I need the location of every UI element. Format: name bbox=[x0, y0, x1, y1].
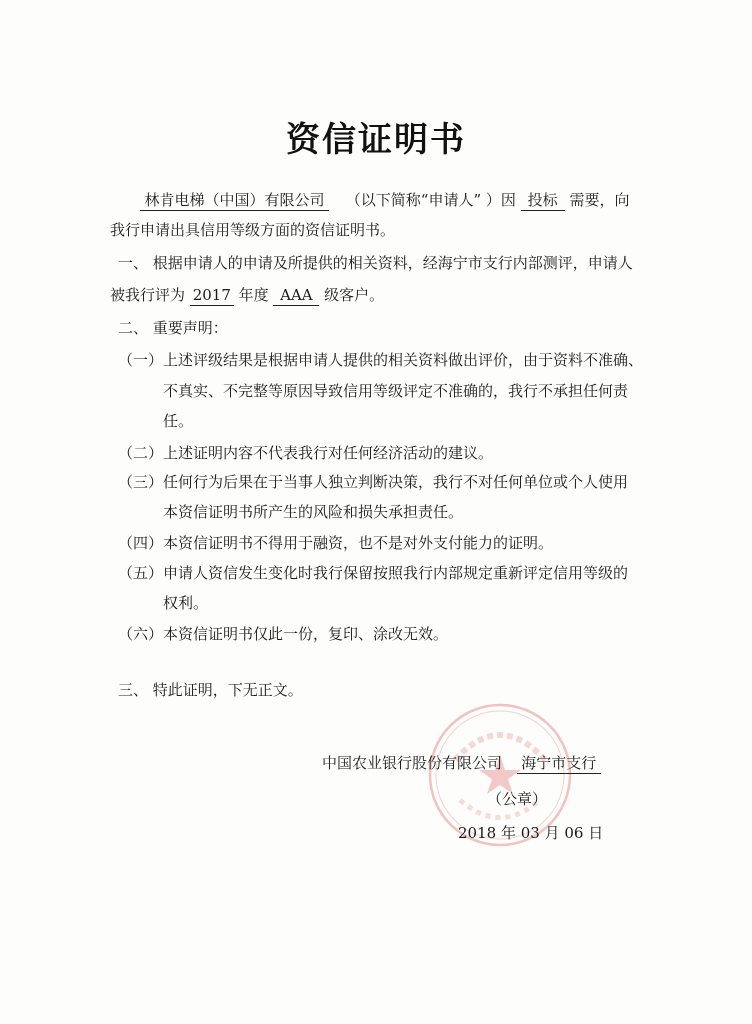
rating-grade: AAA bbox=[273, 285, 319, 306]
statement-marker: （六） bbox=[118, 625, 164, 643]
statement-line: 本资信证明书所产生的风险和损失承担责任。 bbox=[163, 503, 464, 521]
seal-label: （公章） bbox=[487, 790, 548, 808]
abbrev-text: （以下简称“申请人” ）因 bbox=[345, 191, 516, 209]
statement-line: 本资信证明书不得用于融资，也不是对外支付能力的证明。 bbox=[163, 534, 554, 552]
section3-line: 三、 特此证明，下无正文。 bbox=[118, 681, 303, 699]
statement-marker: （二） bbox=[118, 444, 164, 462]
statement-line: 上述证明内容不代表我行对任何经济活动的建议。 bbox=[163, 444, 494, 462]
statement-item-6 bbox=[118, 624, 448, 644]
section2-heading: 二、 重要声明： bbox=[118, 319, 228, 337]
bank-name: 中国农业银行股份有限公司 bbox=[322, 754, 503, 772]
document-title: 资信证明书 bbox=[286, 120, 466, 160]
intro-line-2: 我行申请出具信用等级方面的资信证明书。 bbox=[110, 221, 396, 239]
statement-line: 任何行为后果在于当事人独立判断决策，我行不对任何单位或个人使用 bbox=[163, 473, 629, 491]
statement-marker: （一） bbox=[118, 351, 164, 369]
statement-marker: （三） bbox=[118, 473, 164, 491]
statement-item-1 bbox=[118, 350, 643, 370]
signature-line bbox=[322, 753, 601, 774]
purpose-value: 投标 bbox=[521, 190, 565, 211]
statement-line: 申请人资信发生变化时我行保留按照我行内部规定重新评定信用等级的 bbox=[163, 564, 629, 582]
intro-line-1 bbox=[140, 190, 629, 211]
issue-date: 2018 年 03 月 06 日 bbox=[458, 824, 604, 842]
statement-line: 权利。 bbox=[163, 594, 209, 612]
statement-item-4 bbox=[118, 533, 553, 553]
statement-item-2 bbox=[118, 443, 493, 463]
statement-marker: （四） bbox=[118, 534, 164, 552]
section1-line-2 bbox=[110, 285, 384, 306]
rating-suffix: 级客户。 bbox=[324, 286, 385, 304]
branch-name: 海宁市支行 bbox=[517, 753, 601, 774]
applicant-name: 林肯电梯（中国）有限公司 bbox=[140, 190, 329, 211]
statement-line: 本资信证明书仅此一份，复印、涂改无效。 bbox=[163, 625, 449, 643]
rating-middle: 年度 bbox=[238, 286, 269, 304]
rating-prefix: 被我行评为 bbox=[110, 286, 186, 304]
statement-line: 上述评级结果是根据申请人提供的相关资料做出评价，由于资料不准确、 bbox=[163, 351, 644, 369]
statement-item-5 bbox=[118, 563, 628, 583]
statement-marker: （五） bbox=[118, 564, 164, 582]
statement-line: 任。 bbox=[163, 412, 194, 430]
intro-tail: 需要，向 bbox=[569, 191, 630, 209]
statement-item-3 bbox=[118, 472, 628, 492]
statement-line: 不真实、不完整等原因导致信用等级评定不准确的，我行不承担任何责 bbox=[163, 382, 629, 400]
rating-year: 2017 bbox=[190, 285, 234, 306]
section1-line-1: 一、 根据申请人的申请及所提供的相关资料，经海宁市支行内部测评，申请人 bbox=[118, 254, 633, 272]
